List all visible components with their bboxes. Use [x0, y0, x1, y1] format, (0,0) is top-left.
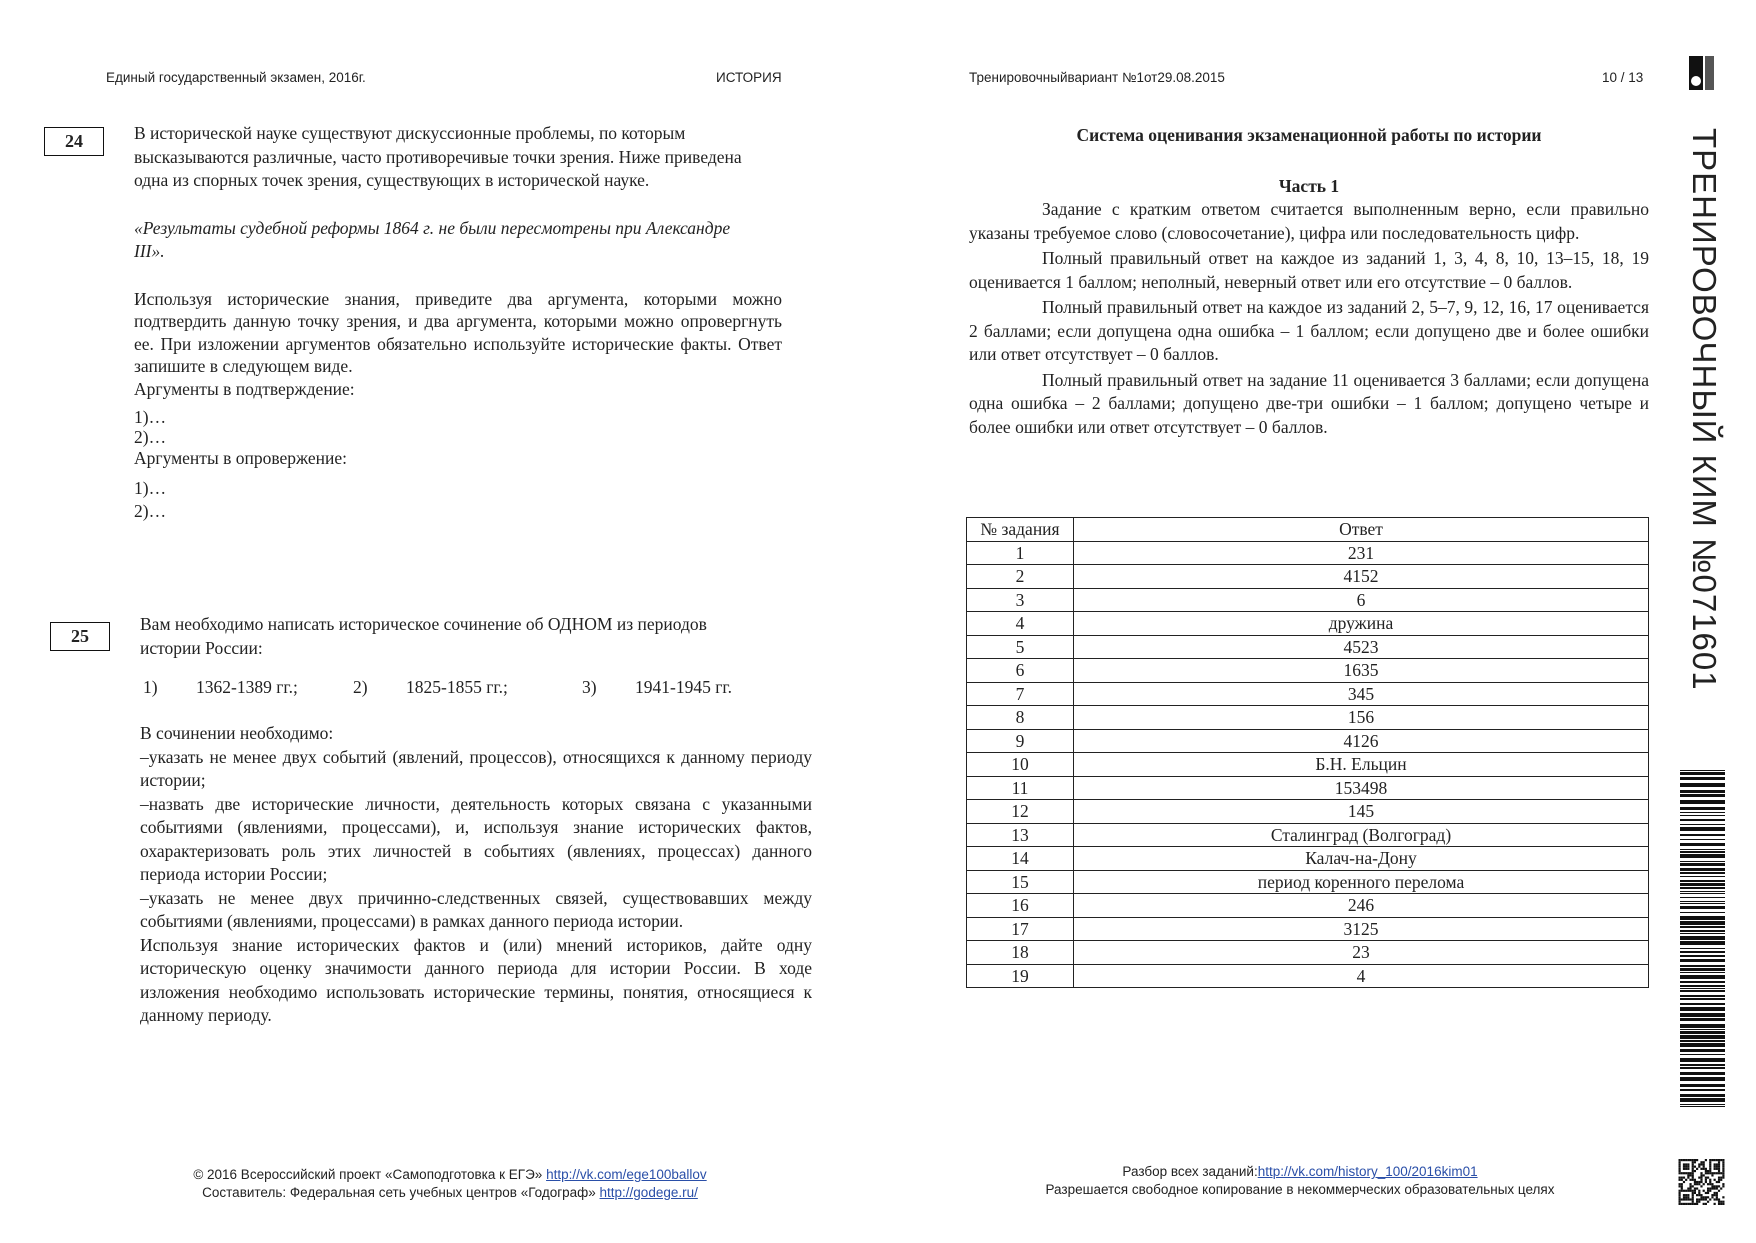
footer-right: [1010, 1163, 1590, 1199]
requirement-item: –указать не менее двух причинно-следственных связей, существовавших между событиями (явлениями, процессами) в рамках данного периода истории.: [140, 887, 812, 931]
scoring-paragraph: Полный правильный ответ на задание 11 оценивается 3 баллами; если допущена одна ошибка – 2 баллами; допущено две-три ошибки – 1 баллом; допущено четыре и более ошибки или ответ отсутствует – 0 баллов.: [969, 369, 1649, 437]
task-25: [140, 613, 812, 1028]
task-number-cell: 15: [967, 870, 1074, 894]
table-row: [967, 565, 1649, 589]
table-row: [967, 776, 1649, 800]
table-row: [967, 541, 1649, 565]
logo-icon: [1689, 56, 1714, 90]
header-variant: Тренировочныйвариант №1от29.08.2015: [969, 70, 1225, 85]
table-row: [967, 894, 1649, 918]
task-number-cell: 19: [967, 964, 1074, 988]
requirement-item: –указать не менее двух событий (явлений, процессов), относящихся к данному периоду истории;: [140, 746, 812, 790]
scoring-paragraph: Полный правильный ответ на каждое из заданий 2, 5–7, 9, 12, 16, 17 оценивается 2 баллами; если допущена одна ошибка – 1 баллом; если допущено две и более ошибки или ответ отсутствует – 0 баллов.: [969, 297, 1649, 364]
task-number-24: 24: [44, 127, 104, 156]
scoring-paragraph: Задание с кратким ответом считается выполненным верно, если правильно указаны требуемое слово (словосочетание), цифра или последовательность цифр.: [969, 199, 1649, 243]
answer-cell: 4: [1074, 964, 1649, 988]
table-row: [967, 659, 1649, 683]
task-number-cell: 2: [967, 565, 1074, 589]
task-24: [134, 122, 782, 524]
answer-cell: Сталинград (Волгоград): [1074, 823, 1649, 847]
confirm-item: 2)…: [134, 427, 167, 447]
answer-cell: дружина: [1074, 612, 1649, 636]
answer-cell: период коренного перелома: [1074, 870, 1649, 894]
task-24-intro: В исторической науке существуют дискуссионные проблемы, по которым высказываются различные, часто противоречивые точки зрения. Ниже приведена одна из спорных точек зрения, существующих в исторической науке.: [134, 123, 742, 190]
footer-copyright: © 2016 Всероссийский проект «Самоподготовка к ЕГЭ»: [193, 1167, 543, 1182]
task-number-cell: 9: [967, 729, 1074, 753]
answer-cell: 156: [1074, 706, 1649, 730]
vk-link[interactable]: http://vk.com/ege100ballov: [546, 1167, 707, 1182]
answer-cell: 246: [1074, 894, 1649, 918]
answer-cell: 3125: [1074, 917, 1649, 941]
answer-cell: Калач-на-Дону: [1074, 847, 1649, 871]
task-number-cell: 8: [967, 706, 1074, 730]
footer-license: Разрешается свободное копирование в некоммерческих образовательных целях: [1045, 1182, 1555, 1197]
table-row: [967, 612, 1649, 636]
answer-cell: 4152: [1074, 565, 1649, 589]
refute-label: Аргументы в опровержение:: [134, 448, 347, 468]
table-row: [967, 847, 1649, 871]
godege-link[interactable]: http://godege.ru/: [599, 1185, 698, 1200]
period-number: 3): [582, 677, 597, 697]
period-range: 1362-1389 гг.;: [196, 677, 298, 697]
answer-cell: Б.Н. Ельцин: [1074, 753, 1649, 777]
answer-cell: 4126: [1074, 729, 1649, 753]
requirement-item: –назвать две исторические личности, деятельность которых связана с указанными событиями (явлениями, процессами), и, используя знание исторических фактов, охарактеризовать роль этих личностей в событиях (явлениях, процессах) данного периода истории России;: [140, 793, 812, 884]
answers-table: [966, 517, 1649, 988]
answer-cell: 23: [1074, 941, 1649, 965]
table-row: [967, 917, 1649, 941]
table-row: [967, 706, 1649, 730]
task-number-cell: 11: [967, 776, 1074, 800]
scoring-section: [969, 124, 1649, 439]
table-row: [967, 823, 1649, 847]
table-row: [967, 635, 1649, 659]
scoring-title: Система оценивания экзаменационной работы по истории: [1076, 125, 1542, 145]
task-number-cell: 6: [967, 659, 1074, 683]
analysis-link[interactable]: http://vk.com/history_100/2016kim01: [1257, 1164, 1478, 1179]
qr-code-icon: [1678, 1159, 1725, 1205]
period-number: 1): [143, 677, 158, 697]
column-header-task: № задания: [967, 518, 1074, 542]
period-number: 2): [353, 677, 368, 697]
table-row: [967, 964, 1649, 988]
task-24-quote: «Результаты судебной реформы 1864 г. не были пересмотрены при Александре III».: [134, 217, 731, 261]
task-number-cell: 7: [967, 682, 1074, 706]
confirm-label: Аргументы в подтверждение:: [134, 378, 355, 399]
table-row: [967, 753, 1649, 777]
refute-item: 2)…: [134, 501, 167, 521]
vertical-title: [1683, 128, 1723, 708]
barcode-icon: [1680, 770, 1725, 1107]
header-subject: ИСТОРИЯ: [716, 70, 782, 85]
answer-cell: 231: [1074, 541, 1649, 565]
refute-item: 1)…: [134, 477, 167, 498]
requirements-label: В сочинении необходимо:: [140, 723, 334, 743]
task-number-cell: 16: [967, 894, 1074, 918]
table-row: [967, 870, 1649, 894]
table-row: [967, 588, 1649, 612]
task-number-cell: 3: [967, 588, 1074, 612]
footer-left: [150, 1166, 750, 1202]
task-number-cell: 13: [967, 823, 1074, 847]
task-24-instruction: Используя исторические знания, приведите два аргумента, которыми можно подтвердить данную точку зрения, и два аргумента, которыми можно опровергнуть ее. При изложении аргументов обязательно используйте исторические факты. Ответ запишите в следующем виде.: [134, 288, 782, 376]
answer-cell: 145: [1074, 800, 1649, 824]
task-number-cell: 14: [967, 847, 1074, 871]
task-number-cell: 5: [967, 635, 1074, 659]
answer-cell: 4523: [1074, 635, 1649, 659]
period-range: 1941-1945 гг.: [635, 677, 732, 697]
table-row: [967, 729, 1649, 753]
table-row: [967, 800, 1649, 824]
confirm-item: 1)…: [134, 407, 167, 427]
column-header-answer: Ответ: [1074, 518, 1649, 542]
table-header-row: [967, 518, 1649, 542]
answer-cell: 345: [1074, 682, 1649, 706]
task-25-intro: Вам необходимо написать историческое сочинение об ОДНОМ из периодов истории России:: [140, 614, 707, 658]
task-number-cell: 17: [967, 917, 1074, 941]
answer-cell: 153498: [1074, 776, 1649, 800]
footer-author: Составитель: Федеральная сеть учебных центров «Годограф»: [202, 1185, 596, 1200]
task-number-cell: 12: [967, 800, 1074, 824]
table-row: [967, 941, 1649, 965]
task-number-25: 25: [50, 622, 110, 651]
task-number-cell: 18: [967, 941, 1074, 965]
task-number-cell: 1: [967, 541, 1074, 565]
header-exam: Единый государственный экзамен, 2016г.: [106, 70, 366, 85]
page-number: 10 / 13: [1602, 70, 1644, 85]
table-row: [967, 682, 1649, 706]
part-title: Часть 1: [1278, 175, 1340, 196]
period-range: 1825-1855 гг.;: [406, 677, 508, 697]
task-number-cell: 10: [967, 753, 1074, 777]
answer-cell: 1635: [1074, 659, 1649, 683]
vertical-title-text: ТРЕНИРОВОЧНЫЙ КИМ №071601: [1686, 128, 1723, 691]
task-25-closing: Используя знание исторических фактов и (или) мнений историков, дайте одну историческую оценку значимости данного периода для истории России. В ходе изложения необходимо использовать исторические термины, понятия, относящиеся к данному периоду.: [140, 934, 812, 1025]
scoring-paragraph: Полный правильный ответ на каждое из заданий 1, 3, 4, 8, 10, 13–15, 18, 19 оценивается 1 баллом; неполный, неверный ответ или его отсутствие – 0 баллов.: [969, 248, 1649, 292]
answer-cell: 6: [1074, 588, 1649, 612]
footer-analysis: Разбор всех заданий:: [1122, 1164, 1258, 1179]
period-list: [140, 676, 812, 700]
task-number-cell: 4: [967, 612, 1074, 636]
